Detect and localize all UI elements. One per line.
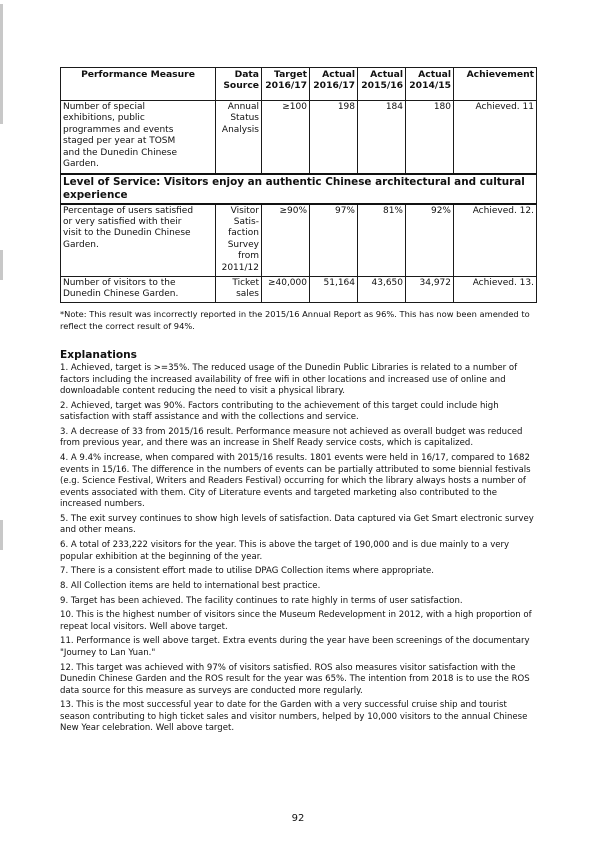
explanation-item: 8. All Collection items are held to international best practice. (60, 580, 321, 591)
cell-actual-2014-15: 180 (406, 101, 454, 174)
cell-actual-2014-15: 34,972 (406, 277, 454, 303)
cell-actual-2016-17: 198 (310, 101, 358, 174)
table-footnote: *Note: This result was incorrectly reported in the 2015/16 Annual Report as 96%. This has now been amended to reflect the correct result of 94%. (60, 309, 530, 331)
scan-edge-mark (0, 250, 3, 280)
table-header-row (61, 68, 537, 101)
cell-actual-2015-16: 184 (358, 101, 406, 174)
explanation-item: 4. A 9.4% increase, when compared with 2015/16 results. 1801 events were held in 16/17, compared to 1682 events in 15/16. The difference in the numbers of events can be partially attributed to some biennial festivals (e.g. Science Festival, Writers and Readers Festival) occurring for which the library always hosts a number of events associated with them. City of Literature events and targeted marketing also contributed to the increased numbers. (60, 453, 531, 510)
table-row (61, 277, 537, 303)
scan-edge-mark (0, 520, 3, 550)
cell-data-source: Ticket sales (216, 277, 262, 303)
header-actual-2016-17: Actual 2016/17 (310, 68, 358, 101)
cell-measure: Number of visitors to the Dunedin Chinese Garden. (61, 277, 216, 303)
cell-actual-2016-17: 51,164 (310, 277, 358, 303)
header-target: Target 2016/17 (262, 68, 310, 101)
header-achievement: Achievement (454, 68, 537, 101)
explanation-item: 11. Performance is well above target. Extra events during the year have been screenings of the documentary "Journey to Lan Yuan." (60, 636, 530, 658)
page-number: 92 (291, 813, 305, 824)
header-data-source: Data Source (216, 68, 262, 101)
header-actual-2014-15: Actual 2014/15 (406, 68, 454, 101)
explanation-item: 1. Achieved, target is >=35%. The reduced usage of the Dunedin Public Libraries is related to a number of factors including the increased availability of free wifi in other locations and increased use of online and downloadable content reducing the need to visit a physical library. (60, 363, 518, 397)
section-row (61, 174, 537, 204)
explanation-item: 7. There is a consistent effort made to utilise DPAG Collection items where appropriate. (60, 566, 435, 577)
explanation-item: 13. This is the most successful year to date for the Garden with a very successful cruise ship and tourist season contributing to high ticket sales and visitor numbers, helped by 10,000 visitors to the annual Chinese New Year celebration. Well above target. (60, 700, 528, 734)
cell-actual-2016-17: 97% (310, 204, 358, 277)
cell-target: ≥40,000 (262, 277, 310, 303)
cell-achievement: Achieved. 11 (454, 101, 537, 174)
explanation-item: 9. Target has been achieved. The facility continues to rate highly in terms of user satisfaction. (60, 595, 463, 606)
cell-target: ≥90% (262, 204, 310, 277)
cell-data-source: Visitor Satis- faction Survey from 2011/12 (216, 204, 262, 277)
table-row (61, 101, 537, 174)
header-performance-measure: Performance Measure (61, 68, 216, 101)
cell-actual-2015-16: 81% (358, 204, 406, 277)
cell-actual-2015-16: 43,650 (358, 277, 406, 303)
explanations-heading: Explanations (60, 349, 137, 361)
cell-achievement: Achieved. 13. (454, 277, 537, 303)
header-actual-2015-16: Actual 2015/16 (358, 68, 406, 101)
cell-actual-2014-15: 92% (406, 204, 454, 277)
cell-achievement: Achieved. 12. (454, 204, 537, 277)
cell-measure: Percentage of users satisfied or very satisfied with their visit to the Dunedin Chinese Garden. (61, 204, 216, 277)
scan-edge-mark (0, 4, 3, 124)
explanation-item: 5. The exit survey continues to show high levels of satisfaction. Data captured via Get Smart electronic survey and other means. (60, 513, 534, 536)
explanation-item: 2. Achieved, target was 90%. Factors contributing to the achievement of this target could include high satisfaction with staff assistance and with the collections and service. (60, 400, 499, 423)
cell-data-source: Annual Status Analysis (216, 101, 262, 174)
table-row (61, 204, 537, 277)
performance-table (60, 67, 537, 303)
cell-measure: Number of special exhibitions, public programmes and events staged per year at TOSM and the Dunedin Chinese Garden. (61, 101, 216, 174)
level-of-service-heading: Level of Service: Visitors enjoy an authentic Chinese architectural and cultural experience (61, 174, 537, 204)
explanation-item: 3. A decrease of 33 from 2015/16 result. Performance measure not achieved as overall budget was reduced from previous year, and there was an increase in Shelf Ready service costs, which is capitalized. (60, 426, 523, 449)
explanation-item: 6. A total of 233,222 visitors for the year. This is above the target of 190,000 and is due mainly to a very popular exhibition at the beginning of the year. (60, 540, 510, 562)
cell-target: ≥100 (262, 101, 310, 174)
explanation-item: 12. This target was achieved with 97% of visitors satisfied. ROS also measures visitor satisfaction with the Dunedin Chinese Garden and the ROS result for the year was 65%. The intention from 2018 is to use the ROS data source for this measure as surveys are conducted more regularly. (60, 662, 530, 696)
explanations-section (60, 349, 538, 738)
explanation-item: 10. This is the highest number of visitors since the Museum Redevelopment in 2012, with a high proportion of repeat local visitors. Well above target. (60, 610, 532, 632)
